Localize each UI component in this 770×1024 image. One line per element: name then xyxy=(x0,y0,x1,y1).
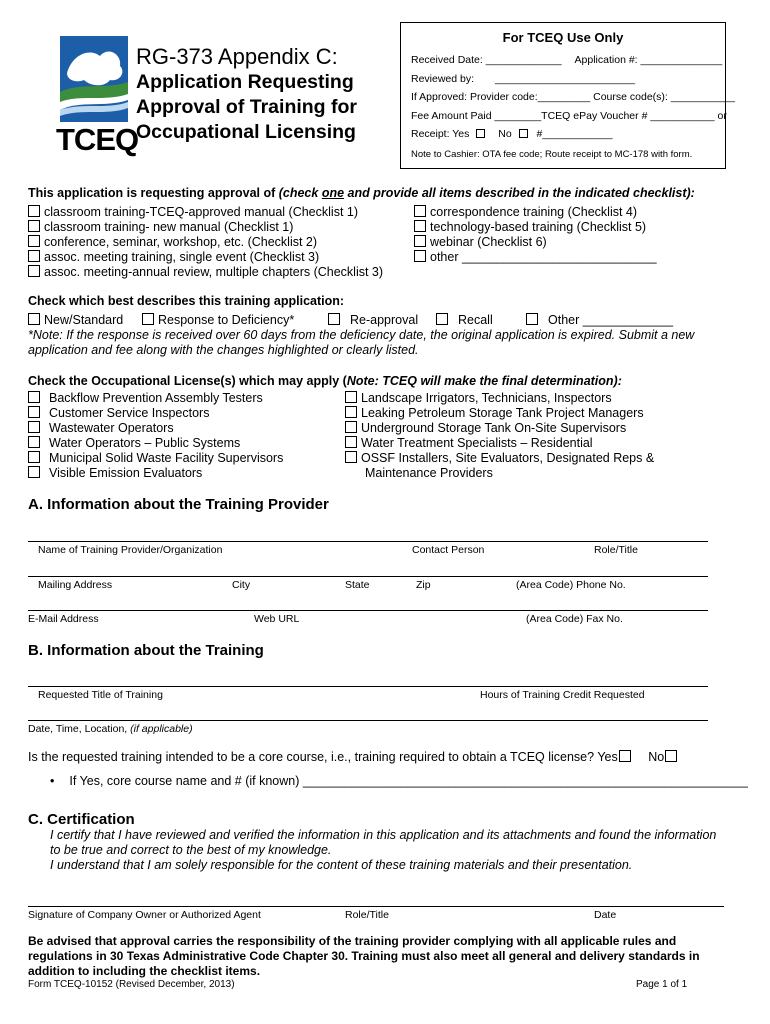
checkbox[interactable] xyxy=(345,451,357,463)
checklist-option[interactable]: assoc. meeting training, single event (Checklist 3) xyxy=(28,250,383,265)
license-left-column xyxy=(28,391,283,481)
deficiency-note: *Note: If the response is received over 60 days from the deficiency date, the original application is expired. Submit a new application and fee along with the changes highlighted or clearly listed. xyxy=(28,328,695,357)
core-yes-checkbox[interactable] xyxy=(619,750,631,762)
checklist-option[interactable]: technology-based training (Checklist 5) xyxy=(414,220,657,235)
checkbox[interactable] xyxy=(28,406,40,418)
application-number-field[interactable]: Application #: ______________ xyxy=(574,54,723,66)
license-option[interactable]: Wastewater Operators xyxy=(28,421,283,436)
checkbox[interactable] xyxy=(414,235,426,247)
license-heading: Check the Occupational License(s) which may apply (Note: TCEQ will make the final determination): xyxy=(28,374,622,388)
license-option[interactable]: Landscape Irrigators, Technicians, Inspectors xyxy=(345,391,654,406)
checklist-option[interactable]: classroom training-TCEQ-approved manual (Checklist 1) xyxy=(28,205,383,220)
checkbox[interactable] xyxy=(526,313,538,325)
receipt-number-field[interactable]: #____________ xyxy=(536,128,613,140)
checklist-option[interactable]: webinar (Checklist 6) xyxy=(414,235,657,250)
logo-text: TCEQ xyxy=(56,122,139,157)
receipt-label: Receipt: Yes xyxy=(411,128,470,140)
checkbox[interactable] xyxy=(345,391,357,403)
checklist-option[interactable]: assoc. meeting-annual review, multiple chapters (Checklist 3) xyxy=(28,265,383,280)
advisory-text: Be advised that approval carries the responsibility of the training provider complying with all applicable rules and regulations in 30 Texas Administrative Code Chapter 30. Training must also meet all general and delivery standards in addition to including the checklist items. xyxy=(28,934,700,978)
form-id: RG-373 Appendix C: xyxy=(136,44,338,69)
certification-paragraph: I certify that I have reviewed and verified the information in this application and its attachments and found the information to be true and correct to the best of my knowledge. xyxy=(50,828,717,857)
license-option[interactable]: Leaking Petroleum Storage Tank Project Managers xyxy=(345,406,654,421)
checkbox[interactable] xyxy=(28,235,40,247)
checkbox[interactable] xyxy=(28,391,40,403)
checkbox[interactable] xyxy=(142,313,154,325)
checkbox[interactable] xyxy=(345,421,357,433)
office-box-title: For TCEQ Use Only xyxy=(502,30,624,45)
describes-options xyxy=(28,313,748,329)
license-option-continued: Maintenance Providers xyxy=(365,466,493,480)
signature-label: Signature of Company Owner or Authorized Agent xyxy=(28,909,261,921)
checkbox[interactable] xyxy=(414,205,426,217)
option-new-standard[interactable]: New/Standard xyxy=(28,313,123,328)
license-option[interactable]: Underground Storage Tank On-Site Supervisors xyxy=(345,421,654,436)
checkbox[interactable] xyxy=(28,436,40,448)
checkbox[interactable] xyxy=(414,220,426,232)
provider-name-label: Name of Training Provider/Organization xyxy=(38,544,223,556)
reviewed-by-field[interactable]: ________________________ xyxy=(494,73,636,85)
checkbox[interactable] xyxy=(28,205,40,217)
option-reapproval[interactable]: Re-approval xyxy=(328,313,418,328)
signature-line[interactable] xyxy=(28,906,724,907)
checklist-intro: This application is requesting approval of (check one and provide all items described in the indicated checklist): xyxy=(28,186,695,200)
city-label: City xyxy=(232,579,251,591)
checkbox[interactable] xyxy=(345,436,357,448)
tceq-logo xyxy=(56,36,139,158)
license-option[interactable]: Visible Emission Evaluators xyxy=(28,466,283,481)
describes-heading: Check which best describes this training application: xyxy=(28,294,345,308)
checkbox[interactable] xyxy=(28,250,40,262)
license-option[interactable]: OSSF Installers, Site Evaluators, Designated Reps & xyxy=(345,451,654,466)
form-title: Application Requesting Approval of Training for Occupational Licensing xyxy=(136,71,358,143)
license-right-column xyxy=(345,391,654,481)
zip-label: Zip xyxy=(416,579,431,591)
checklist-option[interactable]: other ____________________________ xyxy=(414,250,657,265)
provider-name-line[interactable] xyxy=(28,541,708,542)
checkbox[interactable] xyxy=(28,313,40,325)
tceq-use-only-box xyxy=(400,22,735,169)
email-line[interactable] xyxy=(28,610,708,611)
cashier-note: Note to Cashier: OTA fee code; Route receipt to MC-178 with form. xyxy=(411,149,693,160)
license-option[interactable]: Water Treatment Specialists – Residential xyxy=(345,436,654,451)
section-b-title: B. Information about the Training xyxy=(28,642,264,659)
sig-date-label: Date xyxy=(594,909,617,921)
checkbox[interactable] xyxy=(436,313,448,325)
page-number: Page 1 of 1 xyxy=(636,979,688,990)
receipt-yes-checkbox[interactable] xyxy=(476,129,485,138)
training-hours-label: Hours of Training Credit Requested xyxy=(480,689,645,701)
mailing-address-line[interactable] xyxy=(28,576,708,577)
core-no-checkbox[interactable] xyxy=(665,750,677,762)
sig-role-title-label: Role/Title xyxy=(345,909,389,921)
web-url-label: Web URL xyxy=(254,613,300,625)
date-time-location-line[interactable] xyxy=(28,720,708,721)
training-title-label: Requested Title of Training xyxy=(38,689,163,701)
checklist-option[interactable]: conference, seminar, workshop, etc. (Checklist 2) xyxy=(28,235,383,250)
license-option[interactable]: Customer Service Inspectors xyxy=(28,406,283,421)
checkbox[interactable] xyxy=(28,421,40,433)
checkbox[interactable] xyxy=(345,406,357,418)
license-option[interactable]: Backflow Prevention Assembly Testers xyxy=(28,391,283,406)
checklist-option[interactable]: correspondence training (Checklist 4) xyxy=(414,205,657,220)
training-title-line[interactable] xyxy=(28,686,708,687)
option-response-deficiency[interactable]: Response to Deficiency* xyxy=(142,313,294,328)
core-course-question: Is the requested training intended to be a core course, i.e., training required to obtain a TCEQ license? Yes No xyxy=(28,750,681,765)
fax-label: (Area Code) Fax No. xyxy=(526,613,623,625)
option-other[interactable]: Other _____________ xyxy=(526,313,673,328)
section-c-title: C. Certification xyxy=(28,811,135,828)
fee-amount-field[interactable]: Fee Amount Paid ________TCEQ ePay Voucher # ___________ or xyxy=(411,110,727,122)
mailing-address-label: Mailing Address xyxy=(38,579,113,591)
form-number: Form TCEQ-10152 (Revised December, 2013) xyxy=(28,979,235,990)
checkbox[interactable] xyxy=(414,250,426,262)
checklist-option[interactable]: classroom training- new manual (Checklist 1) xyxy=(28,220,383,235)
role-title-label: Role/Title xyxy=(594,544,638,556)
state-label: State xyxy=(345,579,370,591)
checkbox[interactable] xyxy=(28,466,40,478)
date-time-location-label: Date, Time, Location, (if applicable) xyxy=(28,723,193,735)
receipt-no-checkbox[interactable] xyxy=(519,129,528,138)
option-recall[interactable]: Recall xyxy=(436,313,493,328)
section-a-title: A. Information about the Training Provider xyxy=(28,496,329,513)
checkbox[interactable] xyxy=(328,313,340,325)
provider-code-field[interactable]: If Approved: Provider code:_________ Course code(s): ___________ xyxy=(411,91,735,103)
license-option[interactable]: Water Operators – Public Systems xyxy=(28,436,283,451)
checklist-left-column xyxy=(28,205,383,280)
responsibility-paragraph: I understand that I am solely responsible for the content of these training materials and their presentation. xyxy=(50,858,633,872)
checkbox[interactable] xyxy=(28,265,40,277)
reviewed-by-label: Reviewed by: xyxy=(411,73,475,85)
bullet-icon: • xyxy=(50,774,55,788)
checkbox[interactable] xyxy=(28,451,40,463)
checklist-right-column xyxy=(414,205,657,265)
checkbox[interactable] xyxy=(28,220,40,232)
core-course-name-field[interactable]: • If Yes, core course name and # (if known) ________________________________________________________________ xyxy=(50,774,748,788)
received-date-field[interactable]: Received Date: _____________ xyxy=(411,54,562,66)
email-label: E-Mail Address xyxy=(28,613,99,625)
contact-person-label: Contact Person xyxy=(412,544,485,556)
license-option[interactable]: Municipal Solid Waste Facility Supervisors xyxy=(28,451,283,466)
phone-label: (Area Code) Phone No. xyxy=(516,579,626,591)
receipt-no-label: No xyxy=(498,128,512,140)
